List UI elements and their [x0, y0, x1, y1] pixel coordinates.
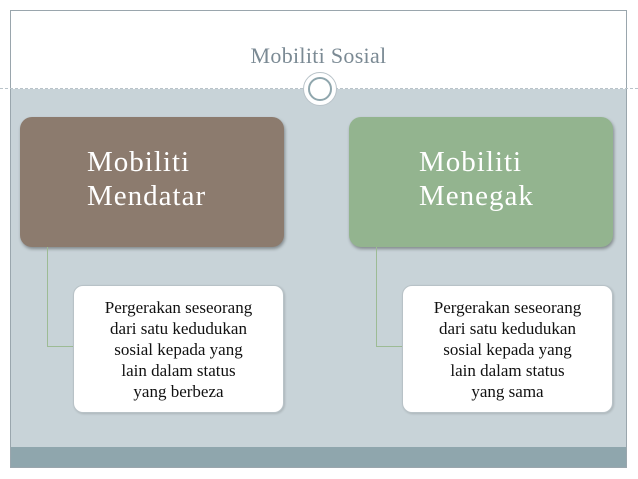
slide-title: Mobiliti Sosial [250, 43, 387, 68]
mobiliti-menegak-box [349, 117, 613, 247]
mobiliti-menegak-heading: Mobiliti Menegak [419, 146, 534, 212]
mobiliti-mendatar-heading: Mobiliti Mendatar [87, 146, 207, 212]
connector-right [376, 247, 403, 347]
circle-ornament-ring [308, 77, 332, 101]
footer-bar [11, 447, 626, 467]
mobiliti-mendatar-description: Pergerakan seseorang dari satu kedudukan sosial kepada yang lain dalam status yang berbeza [73, 285, 284, 413]
mobiliti-mendatar-box [20, 117, 284, 247]
circle-ornament-icon [303, 72, 337, 106]
connector-left [47, 247, 74, 347]
mobiliti-menegak-description: Pergerakan seseorang dari satu kedudukan sosial kepada yang lain dalam status yang sama [402, 285, 613, 413]
